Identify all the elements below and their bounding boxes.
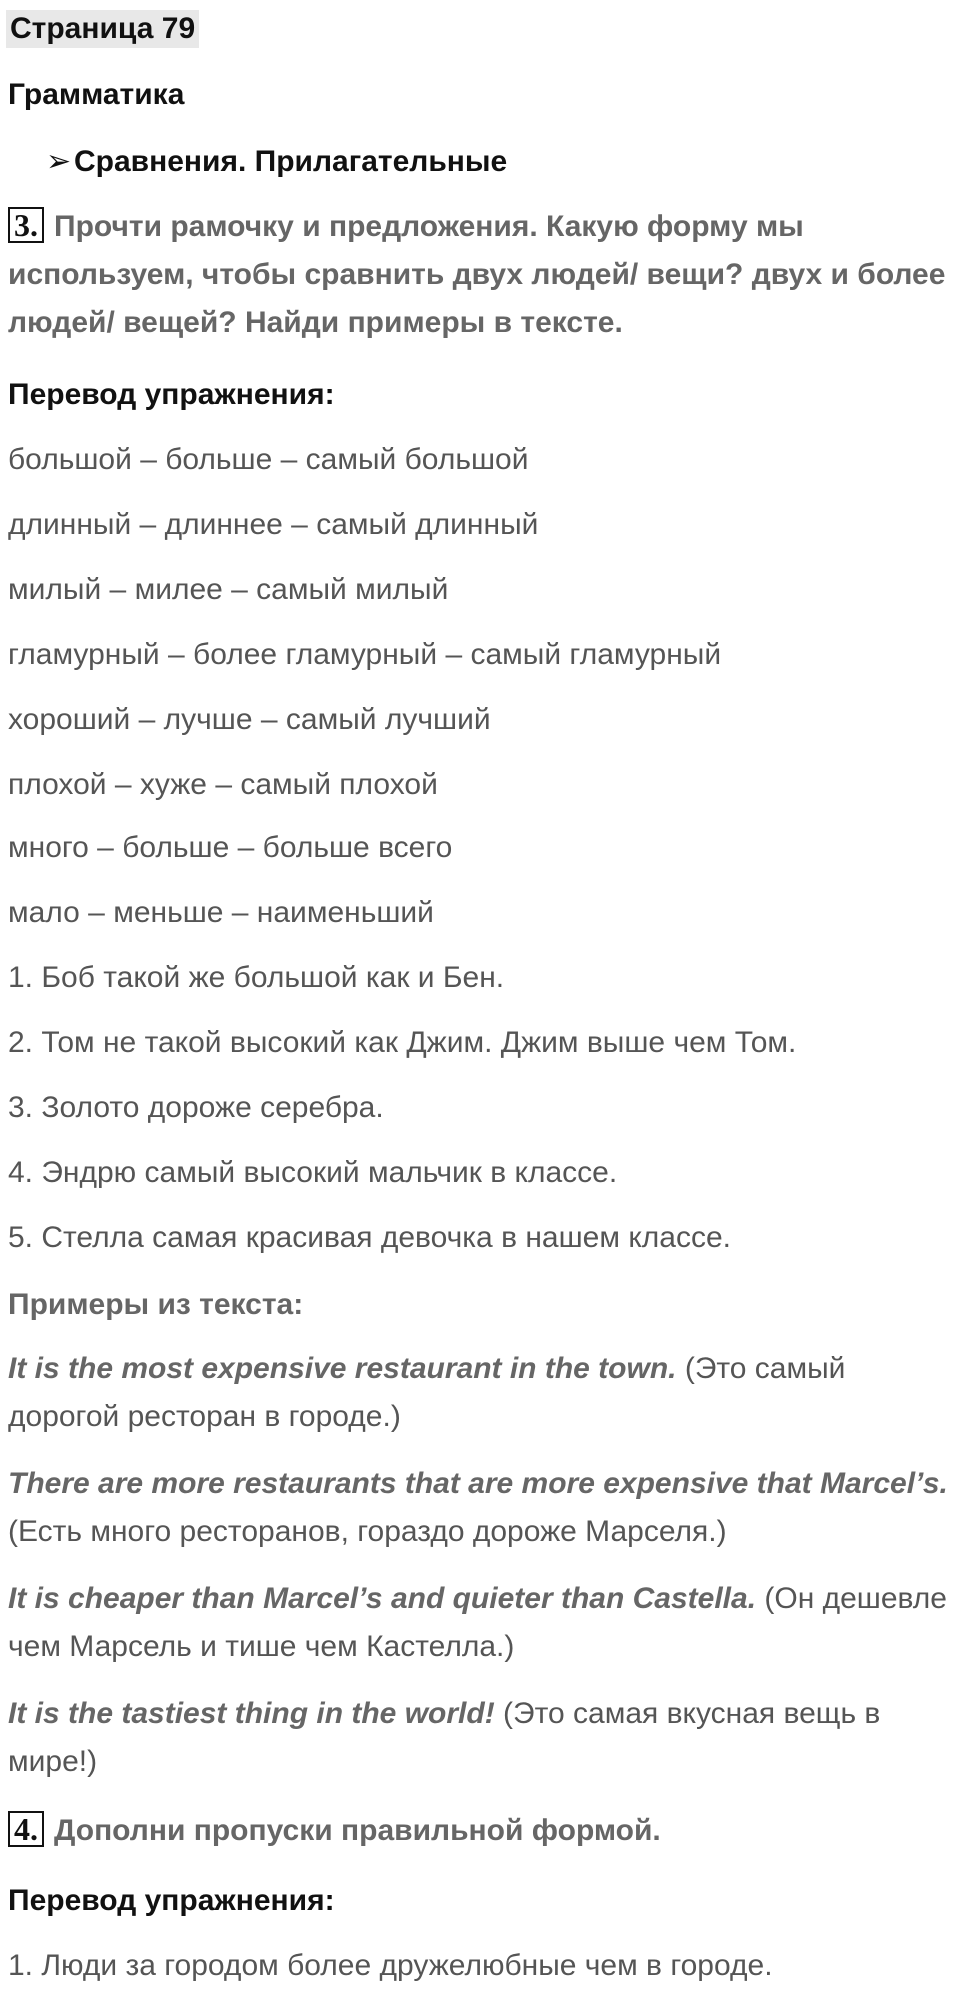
examples-heading: Примеры из текста: (8, 1288, 304, 1321)
exercise-4-translation-heading: Перевод упражнения: (8, 1884, 335, 1917)
arrow-bullet-icon: ➢ (46, 145, 72, 178)
section-heading: Грамматика (8, 78, 185, 111)
comparison-line: плохой – хуже – самый плохой (8, 768, 438, 801)
sentence-line: 4. Эндрю самый высокий мальчик в классе. (8, 1156, 618, 1189)
sentence-line: 3. Золото дороже серебра. (8, 1091, 384, 1124)
example-english: It is the most expensive restaurant in the town. (8, 1352, 677, 1385)
sentence-line: 5. Стелла самая красивая девочка в нашем классе. (8, 1221, 731, 1254)
example-translation: (Это самый дорогой ресторан в городе.) (8, 1352, 846, 1433)
exercise-4-number: 4. (8, 1811, 44, 1847)
sentence-line: 1. Люди за городом более дружелюбные чем в городе. (8, 1949, 773, 1982)
example-english: There are more restaurants that are more expensive that Marcel’s. (8, 1467, 948, 1500)
example-translation: (Это самая вкусная вещь в мире!) (8, 1697, 881, 1778)
subsection-title: Сравнения. Прилагательные (74, 145, 508, 178)
text-example (8, 1345, 953, 1441)
text-example (8, 1575, 953, 1671)
text-example (8, 1460, 953, 1556)
example-translation: (Есть много ресторанов, гораздо дороже Марселя.) (8, 1515, 727, 1548)
sentence-line: 1. Боб такой же большой как и Бен. (8, 961, 505, 994)
comparison-line: хороший – лучше – самый лучший (8, 703, 491, 736)
exercise-4-task (8, 1807, 948, 1855)
example-english: It is cheaper than Marcel’s and quieter than Castella. (8, 1582, 757, 1615)
sentence-line: 2. Том не такой высокий как Джим. Джим выше чем Том. (8, 1026, 797, 1059)
comparison-line: много – больше – больше всего (8, 831, 453, 864)
text-example (8, 1690, 953, 1786)
exercise-3-translation-heading: Перевод упражнения: (8, 378, 335, 411)
comparison-line: большой – больше – самый большой (8, 443, 529, 476)
comparison-line: мало – меньше – наименьший (8, 896, 434, 929)
comparison-line: гламурный – более гламурный – самый гламурный (8, 638, 722, 671)
page-label: Страница 79 (6, 10, 199, 48)
exercise-4-text: Дополни пропуски правильной формой. (54, 1814, 661, 1847)
example-translation: (Он дешевле чем Марсель и тише чем Кастелла.) (8, 1582, 947, 1663)
comparison-line: милый – милее – самый милый (8, 573, 449, 606)
exercise-3-task (8, 203, 948, 347)
exercise-3-number: 3. (8, 207, 44, 243)
comparison-line: длинный – длиннее – самый длинный (8, 508, 539, 541)
subsection-heading (46, 145, 507, 179)
exercise-3-text: Прочти рамочку и предложения. Какую форму мы используем, чтобы сравнить двух людей/ вещи? двух и более людей/ вещей? Найди примеры в тексте. (8, 210, 946, 339)
example-english: It is the tastiest thing in the world! (8, 1697, 495, 1730)
